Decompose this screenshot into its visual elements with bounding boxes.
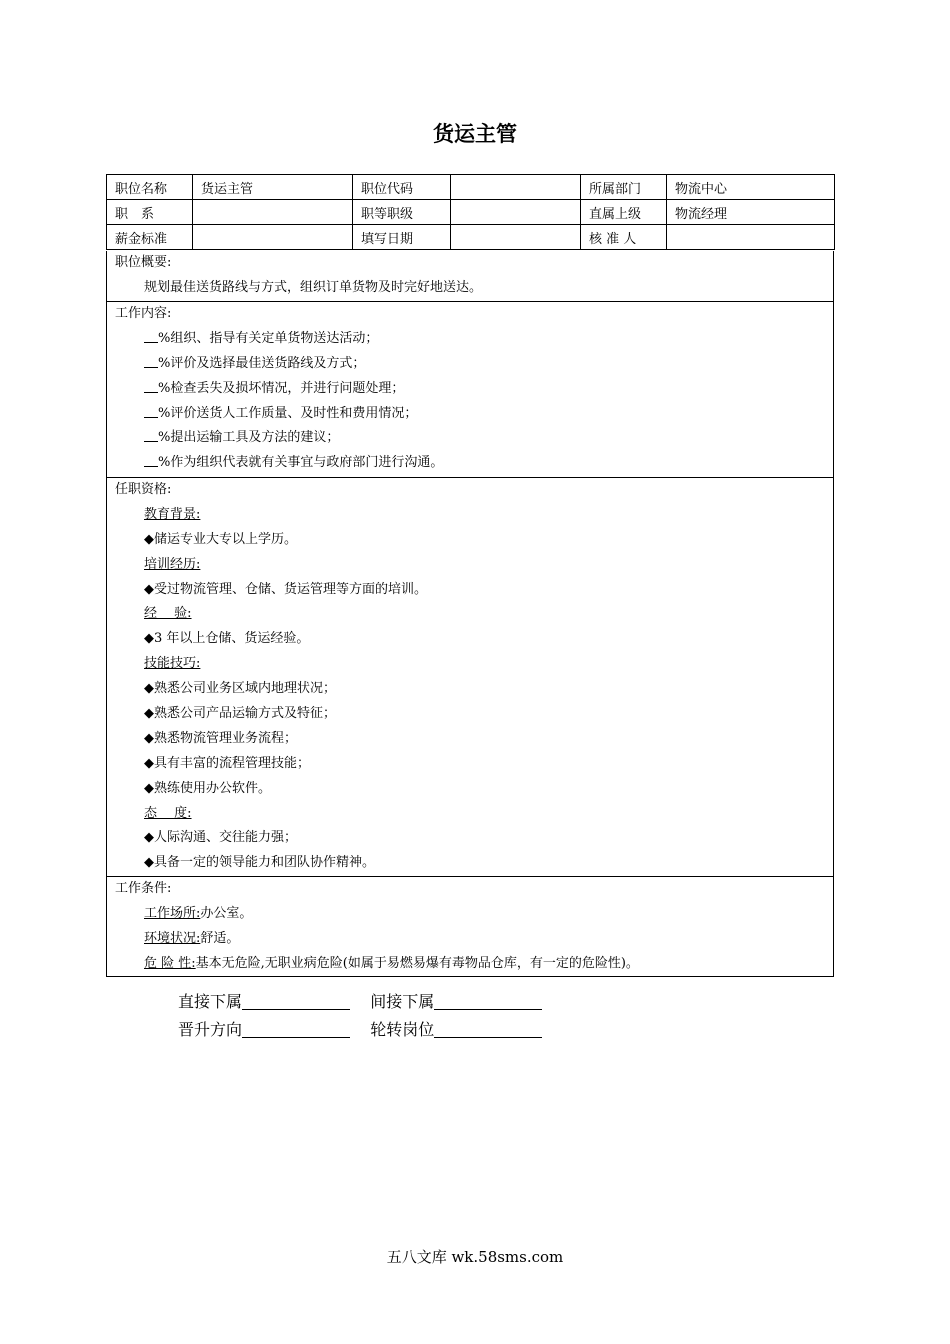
list-item: ◆熟练使用办公软件。 <box>144 780 271 796</box>
direct-reports-label: 直接下属 <box>178 992 243 1011</box>
experience-text: ◆3 年以上仓储、货运经验。 <box>144 631 310 647</box>
qualifications-heading: 任职资格: <box>115 482 172 497</box>
footer-fields-row-1 <box>178 989 542 1012</box>
education-text: ◆储运专业大专以上学历。 <box>144 531 297 547</box>
value-position-name: 货运主管 <box>193 175 353 200</box>
direct-reports-blank <box>242 993 350 1010</box>
skills-label: 技能技巧: <box>144 656 201 672</box>
promotion-label: 晋升方向 <box>178 1020 243 1039</box>
table-row <box>107 200 835 225</box>
indirect-reports-blank <box>434 993 542 1010</box>
list-item: ◆人际沟通、交往能力强； <box>144 830 297 846</box>
overview-text: 规划最佳送货路线与方式，组织订单货物及时完好地送达。 <box>144 279 483 295</box>
attitude-label: 态 度: <box>144 805 192 821</box>
value-supervisor: 物流经理 <box>667 200 835 225</box>
indirect-reports-label: 间接下属 <box>370 992 435 1011</box>
list-item: %评价及选择最佳送货路线及方式； <box>107 352 833 377</box>
label-job-family: 职 系 <box>107 200 193 225</box>
duties-heading: 工作内容: <box>115 306 172 321</box>
promotion-blank <box>242 1021 350 1038</box>
list-item: ◆具备一定的领导能力和团队协作精神。 <box>144 855 375 871</box>
rotation-blank <box>434 1021 542 1038</box>
label-position-name: 职位名称 <box>107 175 193 200</box>
label-approver: 核 准 人 <box>581 225 667 250</box>
section-qualifications <box>106 478 834 877</box>
conditions-heading: 工作条件: <box>115 881 172 896</box>
list-item: ◆熟悉公司业务区域内地理状况； <box>144 681 336 697</box>
label-position-code: 职位代码 <box>353 175 451 200</box>
footer-fields-row-2 <box>178 1017 542 1040</box>
education-label: 教育背景: <box>144 506 201 522</box>
section-duties <box>106 302 834 478</box>
list-item: %组织、指导有关定单货物送达活动； <box>107 327 833 352</box>
page-title: 货运主管 <box>433 122 517 146</box>
value-approver <box>667 225 835 250</box>
value-salary <box>193 225 353 250</box>
table-row <box>107 225 835 250</box>
table-row <box>107 175 835 200</box>
list-item: %评价送货人工作质量、及时性和费用情况； <box>107 402 833 427</box>
training-text: ◆受过物流管理、仓储、货运管理等方面的培训。 <box>144 581 427 597</box>
list-item: ◆熟悉公司产品运输方式及特征； <box>144 706 336 722</box>
value-position-code <box>451 175 581 200</box>
section-overview <box>106 251 834 302</box>
value-job-grade <box>451 200 581 225</box>
position-info-table <box>106 174 835 250</box>
label-supervisor: 直属上级 <box>581 200 667 225</box>
site-footer: 五八文库 wk.58sms.com <box>386 1248 564 1266</box>
training-label: 培训经历: <box>144 556 201 572</box>
condition-place: 工作场所:办公室。 <box>144 905 253 921</box>
label-salary: 薪金标准 <box>107 225 193 250</box>
experience-label: 经 验: <box>144 606 192 622</box>
value-job-family <box>193 200 353 225</box>
list-item: %作为组织代表就有关事宜与政府部门进行沟通。 <box>107 451 833 476</box>
rotation-label: 轮转岗位 <box>370 1020 435 1039</box>
value-fill-date <box>451 225 581 250</box>
section-conditions <box>106 877 834 977</box>
list-item: ◆熟悉物流管理业务流程； <box>144 730 297 746</box>
list-item: %提出运输工具及方法的建议； <box>107 426 833 451</box>
label-job-grade: 职等职级 <box>353 200 451 225</box>
label-department: 所属部门 <box>581 175 667 200</box>
condition-risk: 危 险 性:基本无危险,无职业病危险(如属于易燃易爆有毒物品仓库，有一定的危险性)。 <box>144 955 639 971</box>
value-department: 物流中心 <box>667 175 835 200</box>
condition-environment: 环境状况:舒适。 <box>144 930 240 946</box>
overview-heading: 职位概要: <box>115 255 172 270</box>
list-item: %检查丢失及损坏情况，并进行问题处理； <box>107 377 833 402</box>
label-fill-date: 填写日期 <box>353 225 451 250</box>
list-item: ◆具有丰富的流程管理技能； <box>144 755 310 771</box>
